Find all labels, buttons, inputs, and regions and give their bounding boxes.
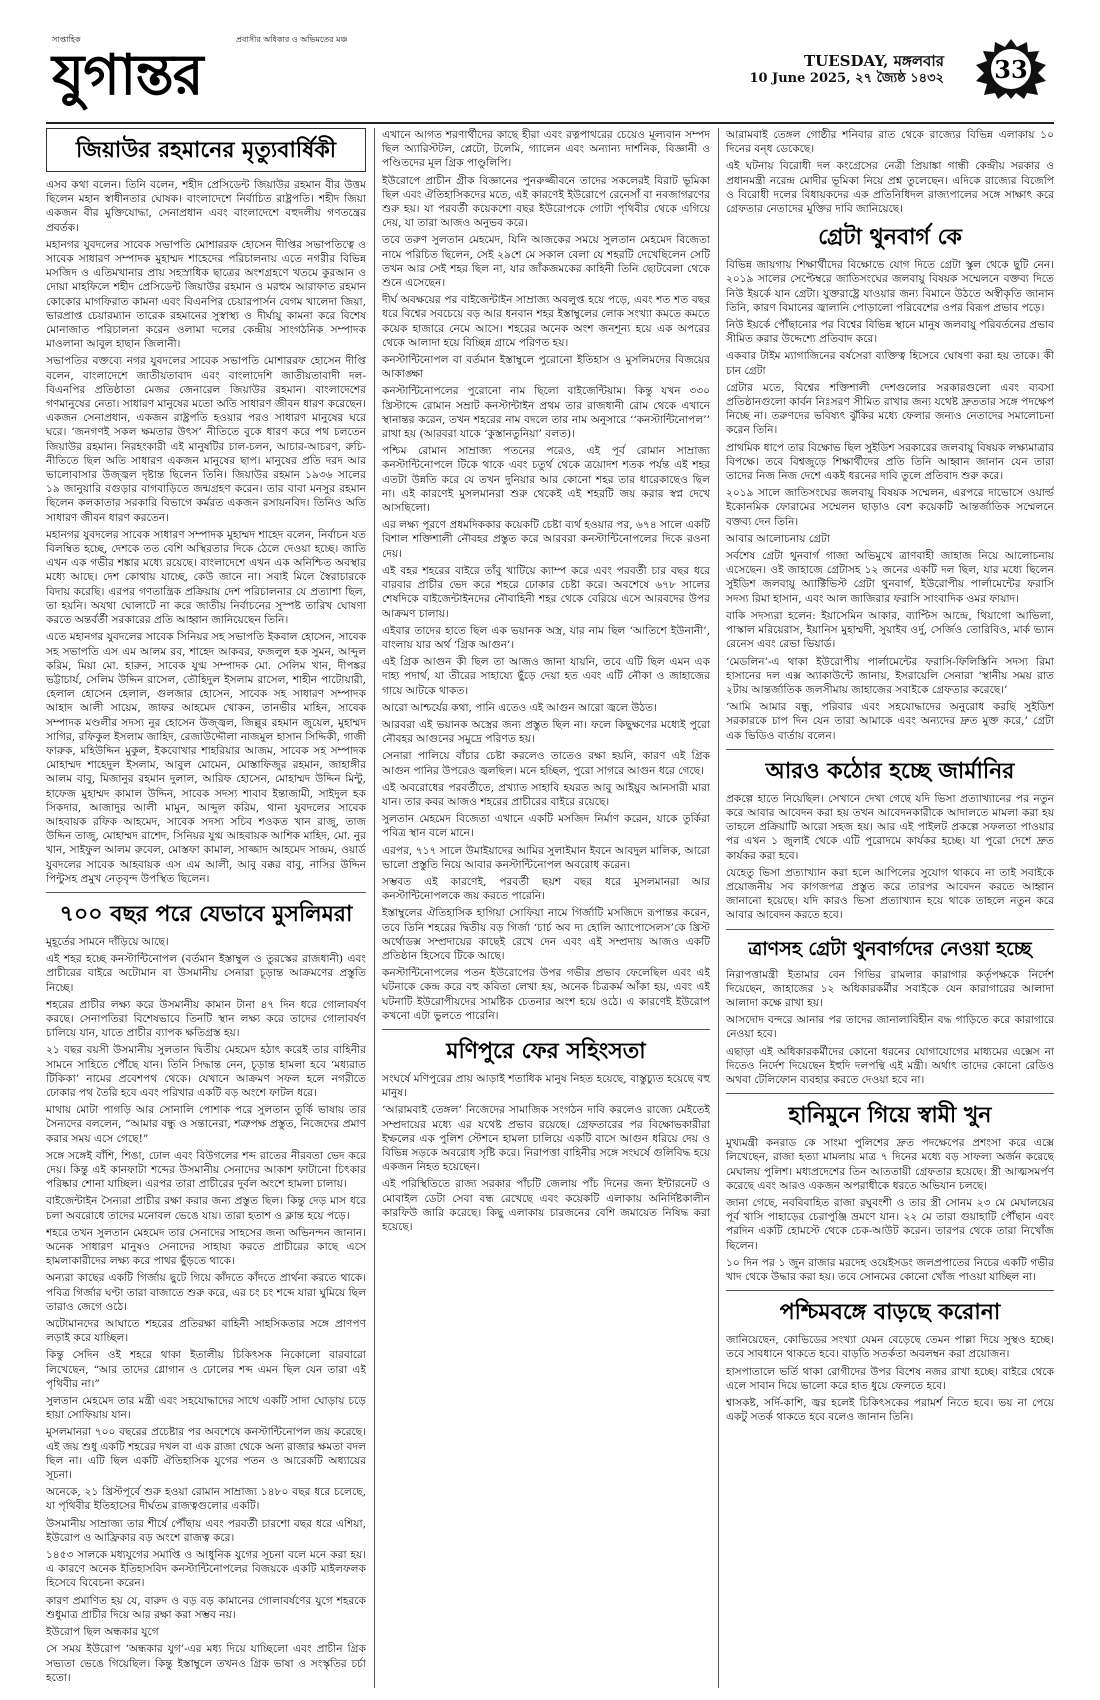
paragraph: আরবরা এই ভয়ানক অস্ত্রের জন্য প্রস্তুত ছিল না। ফলে কিছুক্ষণের মধ্যেই পুরো নৌবহর আগুনের সমুদ্রে পরিণত হয়। <box>382 718 710 746</box>
issue-dateline: 10 June 2025, ২৭ জ্যৈষ্ঠ ১৪৩২ <box>749 71 944 86</box>
page-number: 33 <box>994 55 1028 84</box>
paragraph: সুলতান মেহমেদ তার মন্ত্রী এবং সহযোদ্ধাদের সাথে একটি সাদা ঘোড়ায় চড়ে হায়া সোফিয়ায় যান। <box>46 1395 366 1422</box>
paragraph: ১০ দিন পর ১ জুন রাজার মরদেহ ওয়েইসডং জলপ্রপাতের নিচের একটি গভীর খাদ থেকে উদ্ধার করা হয়। তবে সোনমের কোনো খোঁজ পাওয়া যাচ্ছিল না। <box>726 1256 1054 1283</box>
paragraph: ২০১৯ সালে জাতিসংঘের জলবায়ু বিষয়ক সম্মেলন, এরপরে দাভোসে ওয়ার্ল্ড ইকোনমিক ফোরামের সম্মেলন ছাড়াও বেশ কয়েকটি আন্তর্জাতিক সম্মেলনে বক্তব্য দেন তিনি। <box>726 487 1054 528</box>
paragraph: কনস্টান্টিনোপলের পুরোনো নাম ছিলো বাইজেন্টিয়াম। কিন্তু যখন ৩৩০ খ্রিস্টাব্দে রোমান সম্রাট কনস্টান্টাইন প্রথম তার রাজধানী রোম থেকে এখানে স্থানান্তর করেন, তখন শহরের নাম বদলে তার নাম অনুসারে ‘‘কনস্টান্টিনোপল’’ রাখা হয় (আরবরা যাকে ‘কুস্তানতুনিয়া’ বলত)। <box>382 385 710 441</box>
headline: জিয়াউর রহমানের মৃত্যুবার্ষিকী <box>75 137 337 163</box>
paragraph: এই অবরোধের পরবর্তীতে, প্রখ্যাত সাহাবি হযরত আবু আইয়ুব আনসারী মারা যান। তার কবর আজও শহরের প্রাচীরের বাইরে রয়েছে। <box>382 781 710 808</box>
article-corona <box>726 1297 1054 1424</box>
paragraph: সম্ভবত এই কারণেই, পরবর্তী ছয়শ বছর ধরে মুসলমানরা আর কনস্টান্টিনোপলকে জয় করতে পারেনি। <box>382 875 710 903</box>
paragraph: ইউরোপে প্রাচীন গ্রীক বিজ্ঞানের পুনরুজ্জীবনে তাদের সকলেরই বিরাট ভূমিকা ছিল এবং ঐতিহাসিকদের মতে, এই কারণেই ইউরোপে রেনেসাঁ বা নবজাগরণের শুরু হয়। যা পরবর্তী কয়েকশো বছর ইউরোপকে গোটা পৃথিবীর থেকে এগিয়ে দেয়, যা তারা আজও অনুভব করে। <box>382 174 710 230</box>
paragraph: প্রাথমিক ধাপে তার বিক্ষোভ ছিল সুইডিশ সরকারের জলবায়ু বিষয়ক লক্ষ্যমাত্রার বিপক্ষে। তবে বিশ্বজুড়ে শিক্ষার্থীদের প্রতি তিনি আহ্বান জানান যেন তারা তাদের নিজ নিজ দেশে একই ধরনের দাবি তুলে প্রতিবাদ শুরু করে। <box>726 441 1054 483</box>
paragraph: হাসপাতালে ভর্তি থাকা রোগীদের উপর বিশেষ নজর রাখা হচ্ছে। বাইরে থেকে এলে সাবান দিয়ে ভালো করে হাত ধুয়ে ফেলতে হবে। <box>726 1365 1054 1392</box>
paragraph: এছাড়া এই অধিকারকর্মীদের কোনো ধরনের যোগাযোগের মাধ্যমের এক্সেস না দিতেও নির্দেশ দিয়েছেন ইহুদি দলপন্থি এই মন্ত্রী। অর্থাৎ তাদের কোনো রেডিও অথবা টেলিফোন ব্যবহার করতে দেওয়া হবে না। <box>726 1045 1054 1086</box>
paragraph: শহরে তখন সুলতান মেহমেদ তার সেনাদের সাহসের জন্য অভিনন্দন জানান। অনেক সাধারণ মানুষও সেনাদের সাহায্য করতে প্রাচীরের কাছে এসে হামলাকারীদের লক্ষ্য করে পাথর ছুঁড়তে থাকে। <box>46 1226 366 1268</box>
paragraph: অটোমানদের আঘাতে শহরের প্রতিরক্ষা বাহিনী সাহসিকতার সঙ্গে প্রাণপণ লড়াই করে যাচ্ছিল। <box>46 1318 366 1345</box>
paragraph: এই বহর শহরের বাইরে তাঁবু খাটিয়ে ক্যাম্প করে এবং পরবর্তী চার বছর ধরে বারবার প্রাচীর ভেদ করে শহরে ঢোকার চেষ্টা করে। অবশেষে ৬৭৮ সালের শেষদিকে বাইজেন্টাইনদের নৌবাহিনী শহর থেকে বেরিয়ে এসে আরবদের উপর আক্রমণ চালায়। <box>382 564 710 620</box>
paragraph: নিউ ইয়র্কে পৌঁছানোর পর বিশ্বের বিভিন্ন স্থানে মানুষ জলবায়ু পরিবর্তনের প্রভাব সীমিত করার উদ্দেশ্যে প্রতিবাদ করে। <box>726 319 1054 346</box>
issue-day: TUESDAY, মঙ্গলবার <box>803 52 944 70</box>
article-honeymoon <box>726 1100 1054 1284</box>
paragraph: এই গ্রিক আগুন কী ছিল তা আজও জানা যায়নি, তবে এটি ছিল এমন এক দাহ্য পদার্থ, যা তীরের সাহায্যে ছুঁড়ে দেয়া হত এবং এটি নৌকা ও জাহাজের গায়ে আটকে থাকত। <box>382 656 710 697</box>
paragraph: শহরের প্রাচীর লক্ষ্য করে উসমানীয় কামান টানা ৪৭ দিন ধরে গোলাবর্ষণ করছে। সেনাপতিরা বিশেষভাবে তিনটি স্থান লক্ষ্য করে তাদের গোলাবর্ষণ চালিয়ে যান, যাতে প্রাচীর ব্যাপক ক্ষতিগ্রস্ত হয়। <box>46 998 366 1040</box>
paragraph: ইউরোপ ছিল অন্ধকার যুগে <box>46 1626 159 1639</box>
headline: পশ্চিমবঙ্গে বাড়ছে করোনা <box>779 1299 1001 1326</box>
paragraph: সঙ্গে সঙ্গেই বাঁশি, শিঙা, ঢোল এবং বিউগলের শব্দ রাতের নীরবতা ভেদ করে দেয়। কিন্তু এই কানফাটা শব্দের উসমানীয় সেনাদের আকাশ ফাটানো চিৎকার পরিষ্কার শোনা যাচ্ছিল। এরপর তারা প্রাচীরের দুর্বল অংশে হামলা চালায়। <box>46 1149 366 1191</box>
paragraph: তবে তরুণ সুলতান মেহমেদ, যিনি আজকের সময়ে সুলতান মেহমেদ বিজেতা নামে পরিচিত ছিলেন, সেই ২৯শে মে সকাল বেলা যে শহরটি দেখেছিলেন সেটি তখন আর সেই শহর ছিল না, যার জাঁকজমকের কাহিনী তিনি ছোটবেলা থেকে শুনে এসেছেন। <box>382 234 710 290</box>
paragraph: ‘আমি আমার বন্ধু, পরিবার এবং সহযোদ্ধাদের অনুরোধ করছি সুইডিশ সরকারকে চাপ দিন যেন তারা আমাকে এবং অন্যদের দ্রুত মুক্ত করে,’ গ্রেটা এক ভিডিও বার্তায় বলেন। <box>726 701 1054 742</box>
paragraph: জানা গেছে, নববিবাহিত রাজা রঘুবংশী ও তার স্ত্রী সোনম ২৩ মে মেঘালয়ের পূর্ব খাসি পাহাড়ের চেরাপুঞ্জি ভ্রমণে যান। ২২ মে তারা গুয়াহাটি পৌঁছান এবং পরদিন একটি হোমস্টে থেকে চেক-আউট করেন। তারপর থেকে তারা নিখোঁজ ছিলেন। <box>726 1196 1054 1252</box>
paragraph: আরামবাই তেঙ্গল গোষ্ঠীর শনিবার রাত থেকে রাজ্যের বিভিন্ন এলাকায় ১০ দিনের বন্‌ধ ডেকেছে। <box>726 129 1054 156</box>
paragraph: সেনারা পালিয়ে বাঁচার চেষ্টা করলেও তাতেও রক্ষা হয়নি, কারণ এই গ্রিক আগুন পানির উপরেও জ্বলছিল। মনে হচ্ছিল, পুরো সাগরে আগুন ধরে গেছে। <box>382 750 710 777</box>
headline: ৭০০ বছর পরে যেভাবে মুসলিমরা <box>59 900 353 927</box>
column-rule <box>374 128 375 1688</box>
paragraph: গ্রেটার মতে, বিশ্বের শক্তিশালী দেশগুলোর সরকারগুলো এবং ব্যবসা প্রতিষ্ঠানগুলো কার্বন নিঃসরণ সীমিত রাখার জন্য যথেষ্ট দ্রুততার সঙ্গে পদক্ষেপ নিচ্ছে না। তরুণদের ভবিষ্যৎ ঝুঁকির মধ্যে ফেলার জন্যও নেতাদের সমালোচনা করেন তিনি। <box>726 381 1054 437</box>
headline: গ্রেটা থুনবার্গ কে <box>818 224 962 251</box>
headline: ত্রাণসহ গ্রেটা থুনবার্গদের নেওয়া হচ্ছে <box>748 937 1032 960</box>
paragraph: এর লক্ষ্য পূরণে প্রধমদিককার কয়েকটি চেষ্টা ব্যর্থ হওয়ার পর, ৬৭৪ সালে একটি বিশাল শক্তিশালী নৌবহর প্রস্তুত করে আরবরা কনস্টান্টিনোপলের দিকে রওনা দেয়। <box>382 519 710 560</box>
paragraph: ১৪৫৩ সালকে মধ্যযুগের সমাপ্তি ও আধুনিক যুগের সূচনা বলে মনে করা হয়। এ কারণে অনেক ইতিহাসবিদ কনস্টান্টিনোপলের বিজয়কে একটি মাইলফলক হিসেবে বিবেচনা করেন। <box>46 1549 366 1590</box>
paragraph: এই পরিস্থিতিতে রাজ্য সরকার পাঁচটি জেলায় পাঁচ দিনের জন্য ইন্টারনেট ও মোবাইল ডেটা সেবা বন্ধ রেখেছে এবং কয়েকটি এলাকায় অনির্দিষ্টকালীন কারফিউ জারি করেছে। কিছু এলাকায় চারজনের বেশি জমায়েত নিষিদ্ধ করা হয়েছে। <box>382 1178 710 1234</box>
paragraph: সর্বশেষ গ্রেটা থুনবার্গ গাজা অভিমুখে ত্রাণবাহী জাহাজ নিয়ে আলোচনায় এসেছেন। ওই জাহাজে গ্রেটাসহ ১২ জনের একটি দল ছিল, যার মধ্যে ছিলেন সুইডিশ জলবায়ু অ্যাক্টিভিস্ট গ্রেটা থুনবার্গ, ইউরোপীয় পার্লামেন্টের ফরাসি সদস্য রিমা হাসান, এবং আল জাজিরার ফরাসি সাংবাদিক ওমর ফায়াদ। <box>726 550 1054 605</box>
page-number-badge <box>972 38 1050 100</box>
paragraph: আরো আশ্চর্যের কথা, পানি এতেও এই আগুন আরো জ্বলে উঠত। <box>382 701 657 714</box>
paragraph: এই শহর হচ্ছে কনস্টান্টিনোপল (বর্তমান ইস্তাম্বুল ও তুরস্কের রাজধানী) এবং প্রাচীরের বাইরে অটোমান বা উসমানীয় সেনারা চূড়ান্ত আক্রমণের প্রস্তুতি নিচ্ছে। <box>46 953 366 994</box>
divider <box>726 1093 1054 1094</box>
column-1 <box>46 128 366 1688</box>
paragraph: ‘আরামবাই তেঙ্গল’ নিজেদের সামাজিক সংগঠন দাবি করলেও রাজ্যে মেইতেই সম্প্রদায়ের মধ্যে এর যথেষ্ট প্রভাব রয়েছে। গ্রেফতারের পর বিক্ষোভকারীরা ইম্ফলের এক পুলিশ স্টেশনে হামলা চালিয়ে একটি বাসে আগুন ধরিয়ে দেয় ও বিভিন্ন সড়কে অবরোধ সৃষ্টি করে। নিরাপত্তা বাহিনীর সঙ্গে সংঘর্ষে গুলিবিদ্ধ হয়ে একজন নিহত হয়েছেন। <box>382 1104 710 1174</box>
article-700-years-continued <box>382 128 710 1023</box>
paragraph: মহানগর যুবদলের সাবেক সভাপতি মোশাররফ হোসেন দীপ্তির সভাপতিত্বে ও সাবেক সাধারণ সম্পাদক মুহাম্মদ শাহেদের পরিচালনায় এতে নগরীর বিভিন্ন মসজিদ ও এতিমখানার প্রায় সহস্রাধিক ছাত্রের অংশগ্রহণে খতমে কুরআন ও দোয়া মাহফিলে শহীদ প্রেসিডেন্ট জিয়াউর রহমান ও মরহুম আরাফাত রহমান কোকোর মাগফিরাত কামনা এবং বিএনপির চেয়ারপার্সন বেগম খালেদা জিয়া, ভারপ্রাপ্ত চেয়ারম্যান তারেক রহমানের সুস্বাস্থ্য ও দীর্ঘায়ু কামনা করে বিশেষ মোনাজাত পরিচালনা করেন ওলামা দলের কেন্দ্রীয় সাংগঠনিক সম্পাদক মাওলানা আবুল হাছান জিলানী। <box>46 238 366 351</box>
article-ziaur-rahman <box>46 128 366 886</box>
paragraph: শ্বাসকষ্ট, সর্দি-কাশি, জ্বর হলেই চিকিৎসকের পরামর্শ নিতে হবে। ভয় না পেয়ে একটু সতর্ক থাকতে হবে বলেও জানান তিনি। <box>726 1397 1054 1424</box>
headline: আরও কঠোর হচ্ছে জার্মানির <box>765 757 1015 784</box>
headline: হানিমুনে গিয়ে স্বামী খুন <box>788 1102 992 1129</box>
paragraph: ইস্তাম্বুলের ঐতিহাসিক হাগিয়া সোফিয়া নামে গির্জাটি মসজিদে রূপান্তর করেন, তবে তিনি শহরের দ্বিতীয় বড় গির্জা ‘চার্চ অব দ্য হোলি অ্যাপোসেলস’কে খ্রিস্ট অর্থোডক্স সম্প্রদায়ের কাছেই রেখে দেন এবং এই সম্প্রদায় আজও একটি প্রতিষ্ঠান হিসেবে টিকে আছে। <box>382 907 710 962</box>
divider <box>726 749 1054 750</box>
masthead <box>46 30 1054 124</box>
article-manipur <box>382 1036 710 1234</box>
paragraph: নিরাপত্তামন্ত্রী ইতামার বেন গিভির রামলার কারাগার কর্তৃপক্ষকে নির্দেশ দিয়েছেন, জাহাজের ১২ অধিকারকর্মীর সবাইকে যেন কারাগারের আলাদা আলাদা কক্ষে রাখা হয়। <box>726 968 1054 1009</box>
paragraph: সংঘর্ষে মণিপুরের প্রায় আড়াই শতাধিক মানুষ নিহত হয়েছে, বাস্তুচ্যুত হয়েছে বহু মানুষ। <box>382 1072 710 1100</box>
paragraph: সে সময় ইউরোপ ‘অন্ধকার যুগ’-এর মধ্য দিয়ে যাচ্ছিলো এবং প্রাচীন গ্রিক সভ্যতা ভেঙে গিয়েছিল। কিন্তু ইস্তাম্বুলে তখনও গ্রিক ভাষা ও সংস্কৃতির চর্চা হতো। <box>46 1643 366 1684</box>
paragraph: যেহেতু ভিসা প্রত্যাখ্যান করা হলে আপিলের সুযোগ থাকবে না তাই সবাইকে প্রয়োজনীয় সব কাগজপত্র প্রস্তুত করে তারপর আবেদন করতে আহ্বান জানানো হয়েছে। যদি কারও ভিসা প্রত্যাখ্যান হয়ে থাকে তাহলে নতুন করে আবার আবেদন করতে হবে। <box>726 866 1054 922</box>
paragraph: অন্যরা কাছের একটি গির্জায় ছুটে গিয়ে কাঁদতে কাঁদতে প্রার্থনা করতে থাকে। পবিত্র গির্জার ঘণ্টা তারা বাজাতে শুরু করে, এর চং চং শব্দে যারা ঘুমিয়ে ছিল তারাও জেগে ওঠে। <box>46 1272 366 1313</box>
paragraph: এখানে আগত শরণার্থীদের কাছে হীরা এবং রত্নপাথরের চেয়েও মূল্যবান সম্পদ ছিল অ্যারিস্টটল, প্লেটো, টলেমি, গ্যালেন এবং অন্যান্য দার্শনিক, বিজ্ঞানী ও পণ্ডিতদের মূল গ্রিক পাণ্ডুলিপি। <box>382 129 710 170</box>
paragraph: মুহূর্তের সামনে দাঁড়িয়ে আছে। <box>46 935 169 948</box>
paragraph: কিন্তু সেদিন ওই শহরে থাকা ইতালীয় চিকিৎসক নিকোলো বারবারো লিখেছেন, “আর তাদের গ্লোগান ও ঢোলের শব্দ এমন ছিল যেন তারা এই পৃথিবীর না।” <box>46 1349 366 1390</box>
paragraph: মুখ্যমন্ত্রী কনরাড কে সাংমা পুলিশের দ্রুত পদক্ষেপের প্রশংসা করে এক্সে লিখেছেন, রাজা হত্যা মামলায় মাত্র ৭ দিনের মধ্যে বড় সাফল্য অর্জন করেছে মেঘালয় পুলিশ। মধ্যপ্রদেশের তিন আততায়ী গ্রেফতার হয়েছে। স্ত্রী আত্মসমর্পণ করেছে এবং আরও একজন অপরাধীকে ধরতে অভিযান চলছে। <box>726 1137 1054 1192</box>
column-rule <box>718 128 719 1688</box>
article-manipur-continued <box>726 128 1054 216</box>
divider <box>726 929 1054 930</box>
paragraph: উসমানীয় সাম্রাজ্য তার শীর্ষে পৌঁছায় এবং পরবর্তী চারশো বছর ধরে এশিয়া, ইউরোপ ও আফ্রিকার বড় অংশে রাজত্ব করে। <box>46 1517 366 1544</box>
article-greta <box>726 222 1054 743</box>
column-2 <box>382 128 710 1688</box>
paragraph: সুলতান মেহমেদ বিজেতা এখানে একটি মসজিদ নির্মাণ করেন, যাকে তুর্কিরা পবিত্র স্থান বলে মানে। <box>382 813 710 840</box>
paragraph: মুসলমানরা ৭০০ বছরের প্রচেষ্টার পর অবশেষে কনস্টান্টিনোপল জয় করেছে। এই জয় শুধু একটি শহরের দখল বা এক রাজা থেকে অন্য রাজার ক্ষমতা বদল ছিল না। এটি ছিল একটি ঐতিহাসিক যুগের পতন ও আরেকটি অধ্যায়ের সূচনা। <box>46 1426 366 1482</box>
paragraph: অনেকে, ২১ খ্রিস্টপূর্বে শুরু হওয়া রোমান সাম্রাজ্য ১৪৮০ বছর ধরে চলেছে, যা পৃথিবীর ইতিহাসের দীর্ঘতম রাজত্বগুলোর একটি। <box>46 1486 366 1513</box>
paragraph: এইবার তাদের হাতে ছিল এক ভয়ানক অস্ত্র, যার নাম ছিল ‘আতিশে ইউনানী’, বাংলায় যার অর্থ ‘গ্রিক আগুন’। <box>382 624 710 651</box>
article-700-years <box>46 899 366 1685</box>
paragraph: এরপর, ৭১৭ সালে উমাইয়াদের আমির সুলাইমান ইবনে আবদুল মালিক, আরো ভালো প্রস্তুতি নিয়ে আবার কনস্টান্টিনোপল অবরোধ করেন। <box>382 844 710 871</box>
paragraph: মাথায় মোটা পাগড়ি আর সোনালি পোশাক পরে সুলতান তুর্কি ভাষায় তার সৈন্যদের বললেন, “আমার বন্ধু ও সন্তানেরা, শত্রুপক্ষ প্রস্তুত, নিজেদের প্রমাণ করার সময় এসে গেছে!” <box>46 1104 366 1145</box>
divider <box>726 1290 1054 1291</box>
divider <box>46 892 366 893</box>
paragraph: মহানগর যুবদলের সাবেক সাধারণ সম্পাদক মুহাম্মদ শাহেদ বলেন, নির্বাচন যত বিলম্বিত হচ্ছে, দেশকে তত বেশি অস্থিরতার দিকে ঠেলে দেওয়া হচ্ছে। জাতি এখন এক গভীর শঙ্কার মধ্যে রয়েছে। বাংলাদেশে এখন এক অনিশ্চিত অবস্থার মধ্যে আছে। দেশ কোথায় যাচ্ছে, কেউ জানে না। সবাই মিলে স্বৈরাচারকে বিদায় করেছি। এরপর গণতান্ত্রিক প্রক্রিয়ায় দেশ পরিচালনার যে প্রত্যাশা ছিল, তা হয়নি। অযথা ঘোলাটে না করে জাতীয় নির্বাচনের সুস্পষ্ট তারিখ ঘোষণা করতে অন্তর্বর্তী সরকারের প্রতি আহ্বান জানিয়েছেন তিনি। <box>46 528 366 627</box>
paragraph: ২১ বছর বয়সী উসমানীয় সুলতান দ্বিতীয় মেহমেদ হঠাৎ করেই তার বাহিনীর সামনে সাহিতে পৌঁছে যান। তিনি সিদ্ধান্ত নেন, চূড়ান্ত হামলা হবে ‘মধ্যরাত টিকিকা’ নামের প্রবেশপথ থেকে। যেখানে আক্রমণ সফল হলে নগরীতে ঢোকার পথ তৈরি হবে এবং পরিখার একটি বড় অংশে ফাটল ধরে। <box>46 1044 366 1099</box>
headline-box <box>46 128 366 172</box>
article-greta-detained <box>726 936 1054 1088</box>
columns <box>46 128 1054 1688</box>
paragraph: এতে মহানগর যুবদলের সাবেক সিনিয়র সহ সভাপতি ইকবাল হোসেন, সাবেক সহ সভাপতি এস এম আলম রব, শাহেদ আকবর, ফজলুল হক সুমন, আব্দুল করিম, মিয়া মো. হারুন, সাবেক যুগ্ম সম্পাদক মো. সেলিম খান, দীপঙ্কর ভট্টাচার্য, সেলিম উদ্দিন রাসেল, তৌহিদুল ইসলাম রাসেল, শাহীন পাটোয়ারী, হেলাল হোসেন হেলাল, গুলজার হোসেন, সাবেক সহ সাধারণ সম্পাদক আহাদ আলী সায়েম, জাফর আহমেদ খোকন, তানভীর মাহিন, সাবেক সম্পাদক মণ্ডলীর সদস্য নুর হোসেন উজ্জ্বল, জিল্লুর রহমান জুয়েল, মুহাম্মদ সাগির, রফিকুল ইসলাম জাহিদ, রেজাউদ্দৌলা নাজমুল হাসান সিদ্দিকী, গাজী ফারুক, মহিউদ্দিন মুকুল, ইকবোখার শাহরিয়ার আজম, সাবেক সহ সম্পাদক মোহাম্মদ শাহেদুল ইসলাম, আবুল মোমেন, মোস্তাফিজুর রহমান, জাহাঙ্গীর আলম বাবু, মিজানুর রহমান দুলাল, আরিফ হোসেন, মোহাম্মদ উদ্দিন মিন্টু, হাফেজ মুহাম্মদ কামাল উদ্দিন, সাবেক সদস্য শাবাব ইন্তাজামী, সাইদুল হক সিকদার, আজাদুর আলী মামুন, আব্দুল করিম, থানা যুবদলের সাবেক আহবায়ক রফিক আহমেদ, সাবেক সদস্য সচিব শওকত খান রাজু, তাজ উদ্দিন তাজু, মোহাম্মদ রাশেদ, সিনিয়র যুগ্ম আহবায়ক আশিক মাহিদ, মো. নুর খান, সাইফুল আলম রুবেল, মোস্তফা কামাল, সাজ্জাদ আহমেদ সান্দ্রম, ওয়ার্ড যুবদলের সাবেক আহবায়ক এস এম আলী, আবু বক্কর বাবু, নাসির উদ্দিন পিন্টুসহ প্রমুখ নেতৃবৃন্দ উপস্থিত ছিলেন। <box>46 631 366 885</box>
paragraph: কনস্টান্টিনোপল বা বর্তমান ইস্তাম্বুলে পুরোনো ইতিহাস ও মুসলিমদের বিজয়ের আকাঙ্ক্ষা <box>382 354 710 381</box>
issue-date <box>749 52 944 88</box>
paragraph: পশ্চিম রোমান সাম্রাজ্য পতনের পরেও, এই পূর্ব রোমান সাম্রাজ্য কনস্টান্টিনোপলে টিকে থাকে এবং চতুর্থ থেকে ত্রয়োদশ শতক পর্যন্ত এই শহর এতটা উন্নতি করে যে তখন দুনিয়ার আর কোনো শহর তার ধারেকাছেও ছিল না। এই কারণেই মুসলমানরা শুরু থেকেই এই শহরটি জয় করার স্বপ্ন দেখে আসছিলো। <box>382 445 710 515</box>
article-germany <box>726 756 1054 923</box>
paragraph: আসদোদ বন্দরে আনার পর তাদের জানালাবিহীন বদ্ধ গাড়িতে করে কারাগারে নেওয়া হবে। <box>726 1014 1054 1041</box>
paragraph: ‘মেডলিন’-এ থাকা ইউরোপীয় পার্লামেন্টের ফরাসি-ফিলিস্তিনি সদস্য রিমা হাসানের দল এক্স অ্যাকাউন্টে জানায়, ইসরায়েলি সেনারা ‘স্থানীয় সময় রাত ২টায় আন্তর্জাতিক জলসীমায় জাহাজের সবাইকে গ্রেফতার করেছে।’ <box>726 655 1054 696</box>
newspaper-title: যুগান্তর <box>52 42 203 108</box>
paragraph: সভাপতির বক্তব্যে নগর যুবদলের সাবেক সভাপতি মোশাররফ হোসেন দীপ্তি বলেন, বাংলাদেশে জাতীয়তাবাদ এবং বাংলাদেশি জাতীয়তাবাদী দল-বিএনপির প্রতিষ্ঠাতা মেজর জেনারেল জিয়াউর রহমান। বাংলাদেশের গণমানুষের নেতা। সাধারণ মানুষের মতো অতি সাধারণ জীবন ধারণ করেছেন। একজন সেনাপ্রধান, একজন রাষ্ট্রপতি হওয়ার পরও সাধারণ মানুষের ঘরে ঘরে। ‘জনগণই সকল ক্ষমতার উৎস’ নীতিতে বুকে ধারণ করে পথ চলতেন জিয়াউর রহমান। নিরহংকারী এই মানুষটির চাল-চলন, আচার-আচরণ, রুচি-নীতিতে ছিল অতি সাধারণ একজন মানুষের ছাপ। মানুষের প্রতি দরদ আর ভালোবাসার উজ্জ্বল দৃষ্টান্ত ছিলেন তিনি। জিয়াউর রহমান ১৯৩৬ সালের ১৯ জানুয়ারি বগুড়ার বাগবাড়িতে জন্মগ্রহণ করেন। তার বাবা মনসুর রহমান ছিলেন কলকাতার সরকারি বিভাগে কর্মরত একজন রসায়নবিদ। তিনিও অতি সাধারণ জীবন ধারণ করতেন। <box>46 355 366 524</box>
masthead-tagline: প্রবাসীর অধিকার ও অভিমতের মঞ্চ <box>236 35 348 44</box>
divider <box>382 1029 710 1030</box>
paragraph: দীর্ঘ অবক্ষয়ের পর বাইজেন্টাইন সাম্রাজ্য অবলুপ্ত হয়ে পড়ে, এবং শত শত বছর ধরে বিশ্বের সবচেয়ে বড় আর ধনবান শহর ইস্তাম্বুলের লোক সংখ্যা কমতে কমতে কয়েক হাজারে নেমে আসে। শহরের অনেক অংশ জনশূন্য হয়ে এক অপরের থেকে আলাদা হয়ে বিচ্ছিন্ন গ্রামে পরিণত হয়। <box>382 294 710 349</box>
paragraph: জানিয়েছেন, কোভিডের সংখ্যা যেমন বেড়েছে তেমন পাল্লা দিয়ে সুস্থও হচ্ছে। তবে সাবধানে থাকতে হবে। বাড়তি সতর্কতা অবলম্বন করা প্রয়োজন। <box>726 1334 1054 1361</box>
paragraph: একবার টাইম ম্যাগাজিনের বর্ষসেরা ব্যক্তিত্ব হিসেবে ঘোষণা করা হয় তাকে। কী চান গ্রেটা <box>726 350 1054 377</box>
paragraph: কারণ প্রমাণিত হয় যে, বারুদ ও বড় বড় কামানের গোলাবর্ষণের যুগে শহরকে শুধুমাত্র প্রাচীর দিয়ে আর রক্ষা করা সম্ভব নয়। <box>46 1594 366 1621</box>
paragraph: আবার আলোচনায় গ্রেটা <box>726 532 830 545</box>
paragraph: বাকি সদস্যরা হলেন: ইয়াসেমিন আকার, ব্যাপ্টিস আন্দ্রে, থিয়াগো আভিলা, পাস্কাল মরিয়েরাস, ইয়ানিস মুহাম্মদী, সুয়াইব ওর্দু, সের্জিও তোরিবিও, মার্ক ভ্যান রেনেস এবং রেভা ভিয়ার্ড। <box>726 609 1054 651</box>
paragraph: এসব কথা বলেন। তিনি বলেন, শহীদ প্রেসিডেন্ট জিয়াউর রহমান বীর উত্তম ছিলেন মহান স্বাধীনতার ঘোষক। বাংলাদেশে নির্বাচিত রাষ্ট্রপতি। শহীদ জিয়া একজন বীর মুক্তিযোদ্ধা, সেনাপ্রধান এবং বাংলাদেশে বহুদলীয় গণতন্ত্রের প্রবর্তক। <box>46 179 366 234</box>
column-3 <box>726 128 1054 1688</box>
paragraph: কনস্টান্টিনোপলের পতন ইউরোপের উপর গভীর প্রভাব ফেলেছিল এবং এই ঘটনাকে কেন্দ্র করে বহু কবিতা লেখা হয়, অনেক চিত্রকর্ম আঁকা হয়, এবং এই ঘটনাটি ইউরোপীয়দের সামষ্টিক চেতনার অংশ হয়ে ওঠে। এ কারণেই ইউরোপ কখনো এটা ভুলতে পারেনি। <box>382 967 710 1022</box>
headline: মণিপুরে ফের সহিংসতা <box>446 1037 646 1064</box>
paragraph: এই ঘটনায় বিরোধী দল কংগ্রেসের নেত্রী প্রিয়াঙ্কা গান্ধী কেন্দ্রীয় সরকার ও প্রধানমন্ত্রী নরেন্দ্র মোদীর ভূমিকা নিয়ে প্রশ্ন তুলেছেন। এদিকে রাজ্যের বিজেপি ও বিরোধী দলের বিধায়কদের এক প্রতিনিধিদল রাজ্যপালের সঙ্গে সাক্ষাৎ করে গ্রেফতার নেতাদের মুক্তির দাবি জানিয়েছে। <box>726 160 1054 216</box>
paragraph: বাইজেন্টাইন সৈন্যরা প্রাচীর রক্ষা করার জন্য প্রস্তুত ছিল। কিন্তু দেড় মাস ধরে চলা অবরোধে তাদের মনোবল ভেঙে যায়। তারা হতাশ ও ক্লান্ত হয়ে পড়ে। <box>46 1195 366 1222</box>
masthead-weekly-label: সাপ্তাহিক <box>52 35 81 44</box>
paragraph: বিভিন্ন জায়গায় শিক্ষার্থীদের বিক্ষোভে যোগ দিতে গ্রেটা স্কুল থেকে ছুটি নেন। ২০১৯ সালের সেপ্টেম্বরে জাতিসংঘের জলবায়ু বিষয়ক সম্মেলনে বক্তব্য দিতে নিউ ইয়র্কে যান গ্রেটা। যুক্তরাষ্ট্রে যাওয়ার জন্য বিমানে উঠতে অস্বীকৃতি জানান তিনি, কারণ বিমানের জ্বালানি পোড়ালো পরিবেশের ওপর বিরূপ প্রভাব পড়ে। <box>726 259 1054 314</box>
paragraph: প্রকল্পে হাতে নিয়েছিল। সেখানে দেখা গেছে যদি ভিসা প্রত্যাখ্যানের পর নতুন করে আবার আবেদন করা হয় তখন আবেদনকারীকে আদালতে মামলা করা হয় তাহলে প্রক্রিয়াটি আরো সহজ হয়। আর এই পাইলট প্রকল্পে সফলতা পাওয়ার পর এখন ১ জুলাই থেকে এটি পুরোদমে কার্যকর হচ্ছে। যা পুরো দেশে দ্রুত কার্যকর করা হবে। <box>726 792 1054 862</box>
